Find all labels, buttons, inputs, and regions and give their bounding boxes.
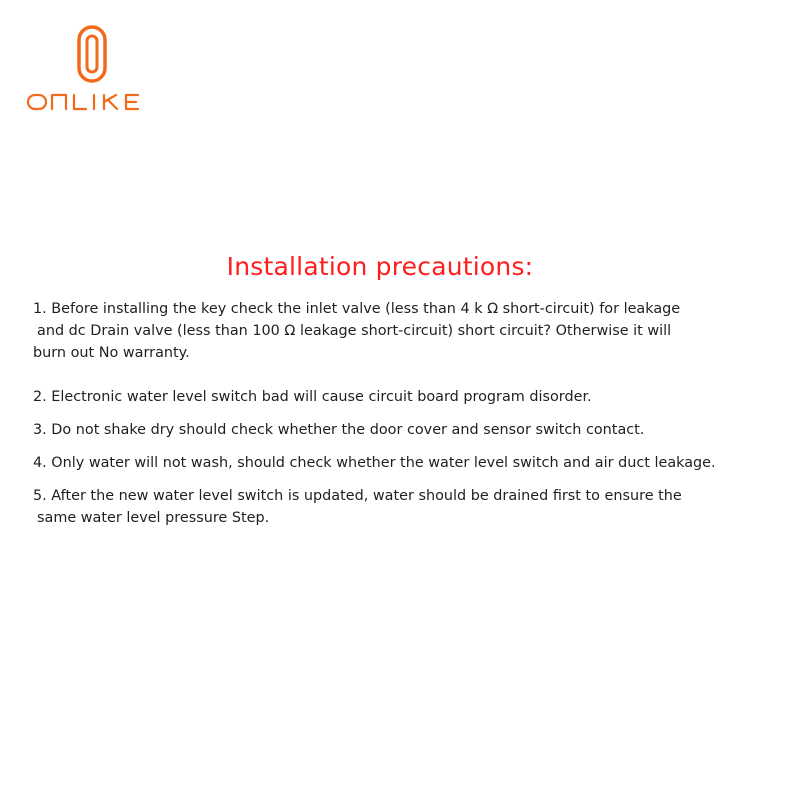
list-item-line: 2. Electronic water level switch bad will cause circuit board program disorder. — [33, 389, 592, 405]
list-item-line: 4. Only water will not wash, should check whether the water level switch and air duct leakage. — [33, 455, 716, 471]
list-item — [33, 419, 793, 441]
brand-logo — [26, 24, 160, 116]
precautions-list — [33, 298, 793, 529]
list-item — [33, 386, 793, 408]
list-item — [33, 452, 793, 474]
list-item-line: and dc Drain valve (less than 100 Ω leakage short-circuit) short circuit? Otherwise it will — [37, 323, 672, 339]
list-item-line: 5. After the new water level switch is updated, water should be drained first to ensure the — [33, 488, 682, 504]
list-item-line: 3. Do not shake dry should check whether the door cover and sensor switch contact. — [33, 422, 645, 438]
onlike-wordmark — [26, 92, 160, 112]
onlike-logo-icon — [76, 24, 108, 84]
list-item-line: same water level pressure Step. — [37, 510, 270, 526]
list-item — [33, 485, 793, 529]
list-item-line: 1. Before installing the key check the inlet valve (less than 4 k Ω short-circuit) for leakage — [33, 301, 681, 317]
list-item — [33, 298, 793, 364]
list-item-line: burn out No warranty. — [33, 345, 190, 361]
page-title: Installation precautions: — [226, 252, 534, 281]
